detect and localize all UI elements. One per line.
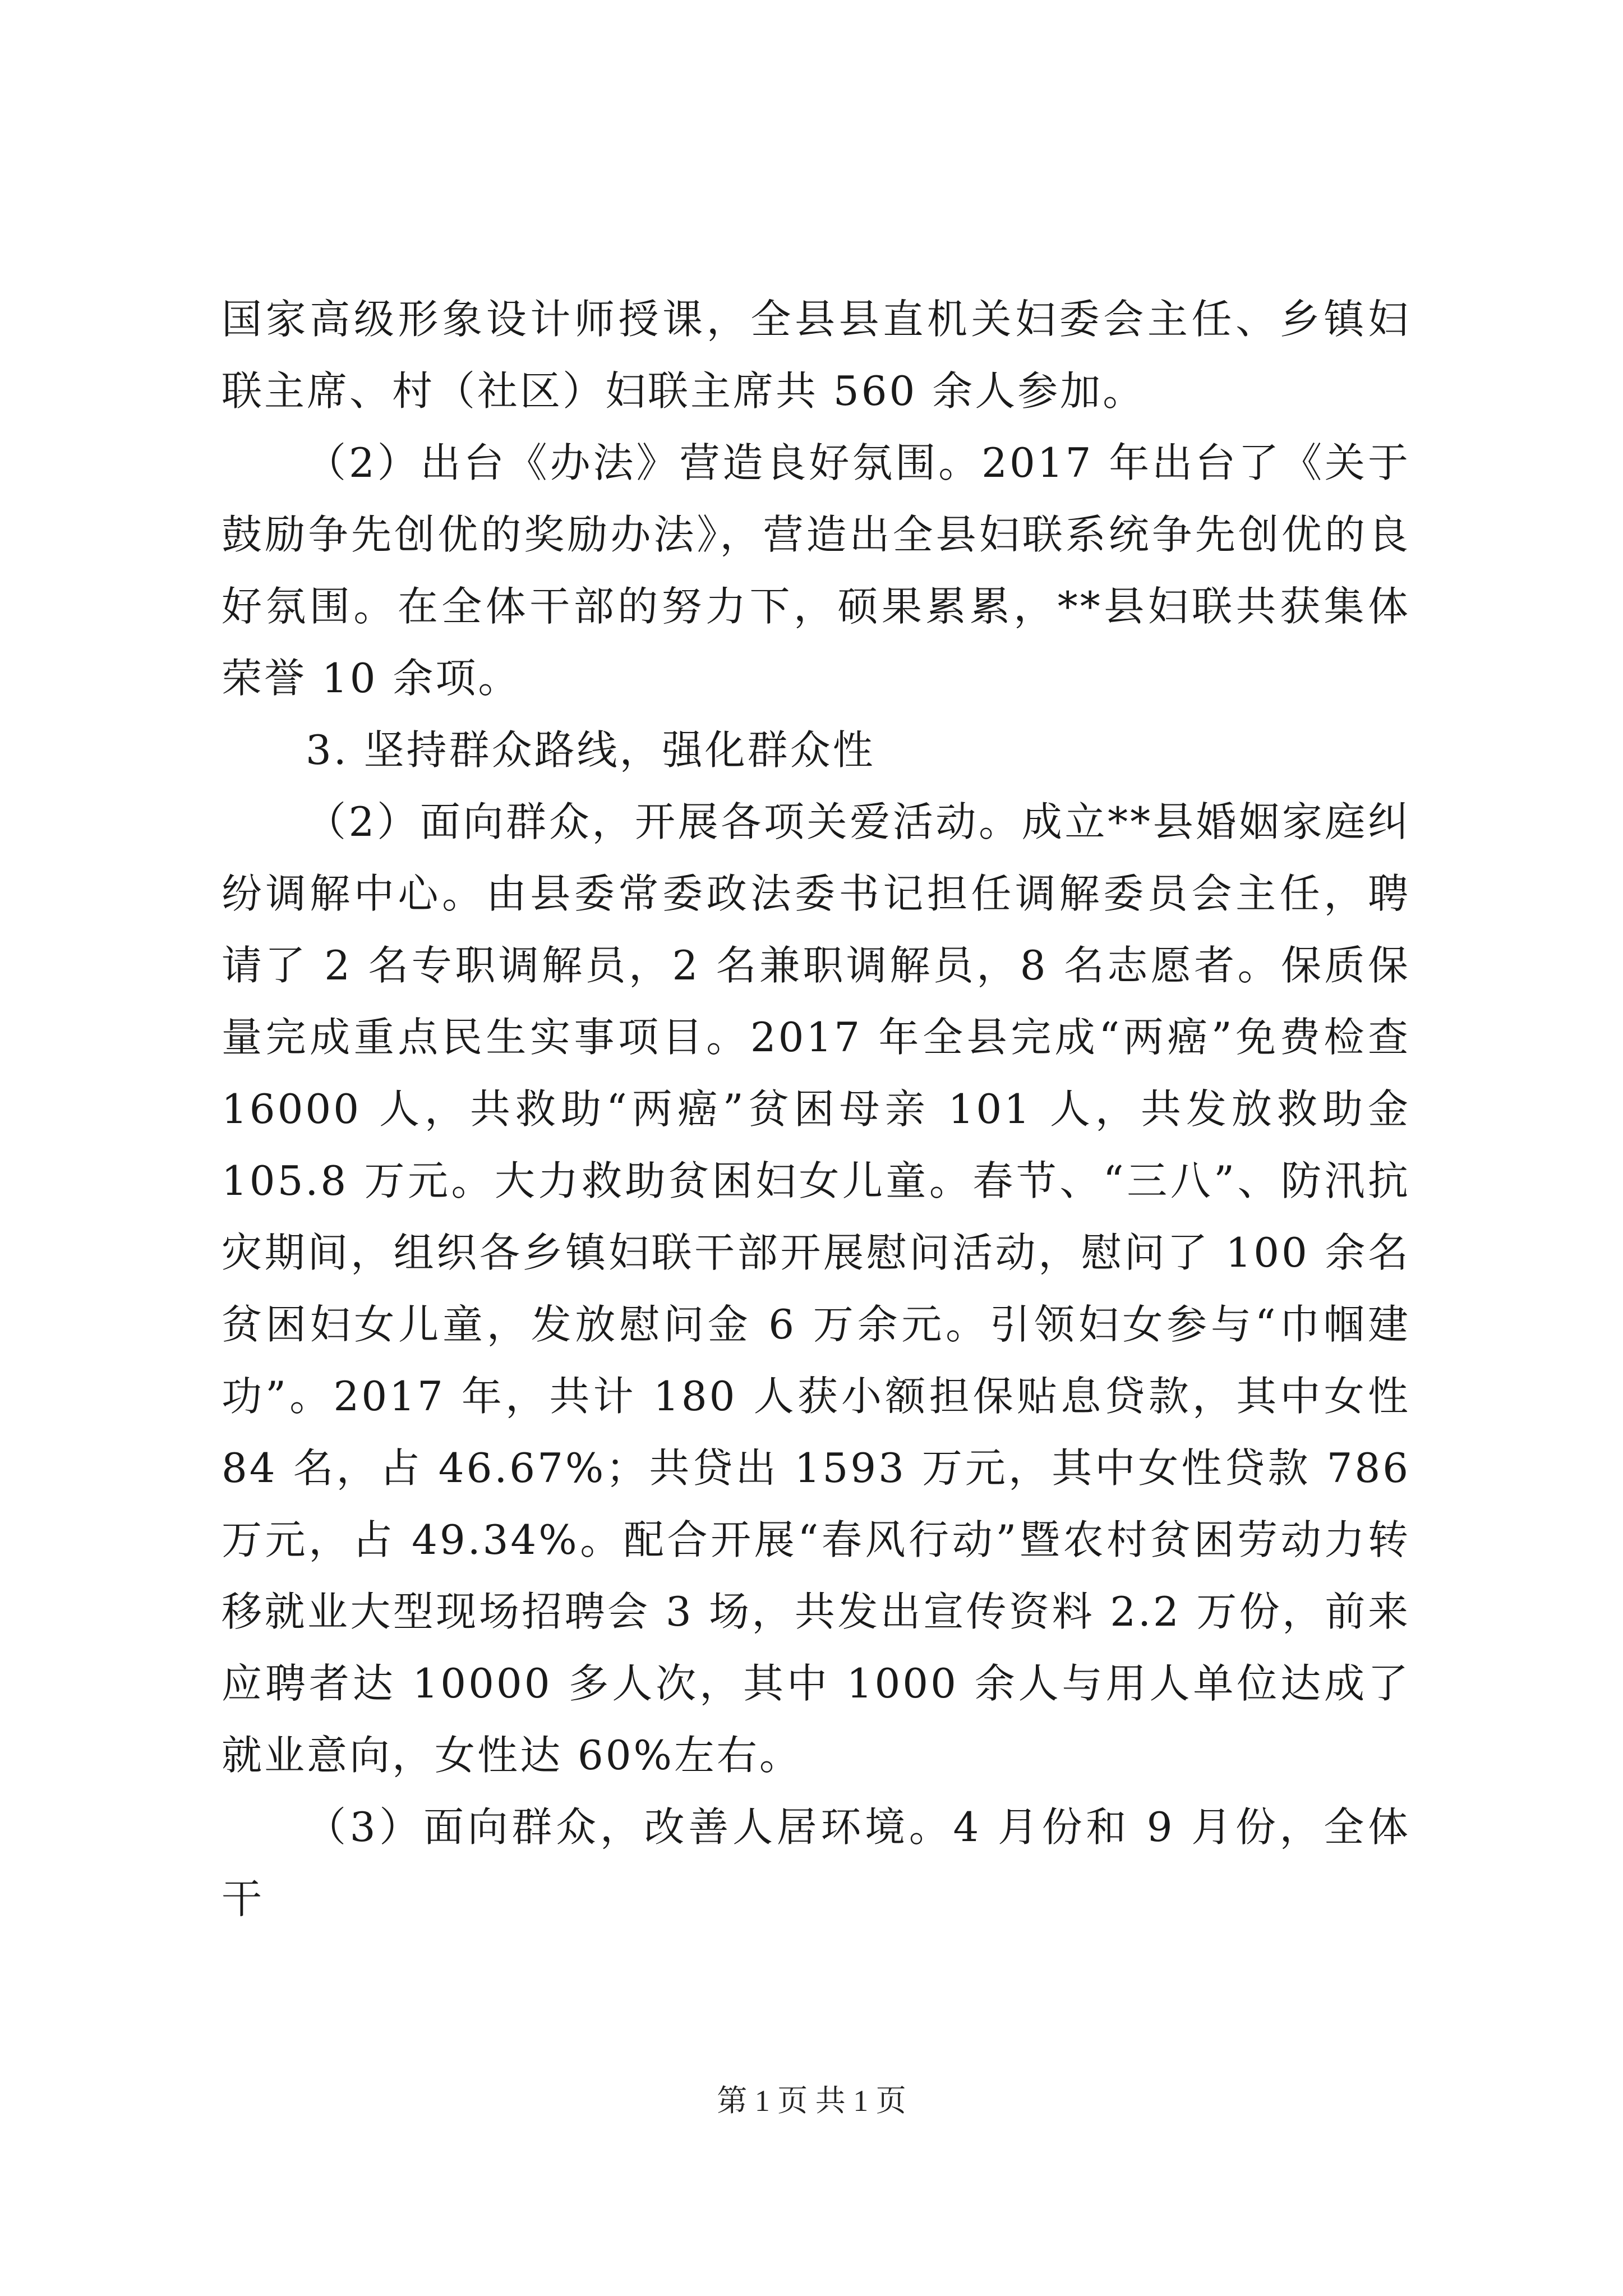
paragraph-measures: （2）出台《办法》营造良好氛围。2017 年出台了《关于鼓励争先创优的奖励办法》，营造出全县妇联系统争先创优的良好氛围。在全体干部的努力下，硕果累累，**县妇联共获集体荣誉 10 余项。	[222, 439, 1410, 702]
paragraph-living-environment: （3）面向群众，改善人居环境。4 月份和 9 月份，全体干	[222, 1803, 1410, 1922]
section-heading: 3. 坚持群众路线，强化群众性	[306, 726, 875, 774]
page-footer: 第 1 页 共 1 页	[717, 2084, 906, 2118]
paragraph-continuation: 国家高级形象设计师授课，全县县直机关妇委会主任、乡镇妇联主席、村（社区）妇联主席共 560 余人参加。	[222, 296, 1410, 415]
paragraph-care-activities: （2）面向群众，开展各项关爱活动。成立**县婚姻家庭纠纷调解中心。由县委常委政法委书记担任调解委员会主任，聘请了 2 名专职调解员，2 名兼职调解员，8 名志愿者。保质保量完成重点民生实事项目。2017 年全县完成“两癌”免费检查 16000 人，共救助“两癌”贫困母亲 101 人，共发放救助金 105.8 万元。大力救助贫困妇女儿童。春节、“三八”、防汛抗灾期间，组织各乡镇妇联干部开展慰问活动，慰问了 100 余名贫困妇女儿童，发放慰问金 6 万余元。引领妇女参与“巾帼建功”。2017 年，共计 180 人获小额担保贴息贷款，其中女性 84 名，占 46.67%；共贷出 1593 万元，其中女性贷款 786 万元，占 49.34%。配合开展“春风行动”暨农村贫困劳动力转移就业大型现场招聘会 3 场，共发出宣传资料 2.2 万份，前来应聘者达 10000 多人次，其中 1000 余人与用人单位达成了就业意向，女性达 60%左右。	[222, 798, 1410, 1779]
document-body	[222, 283, 1410, 1935]
